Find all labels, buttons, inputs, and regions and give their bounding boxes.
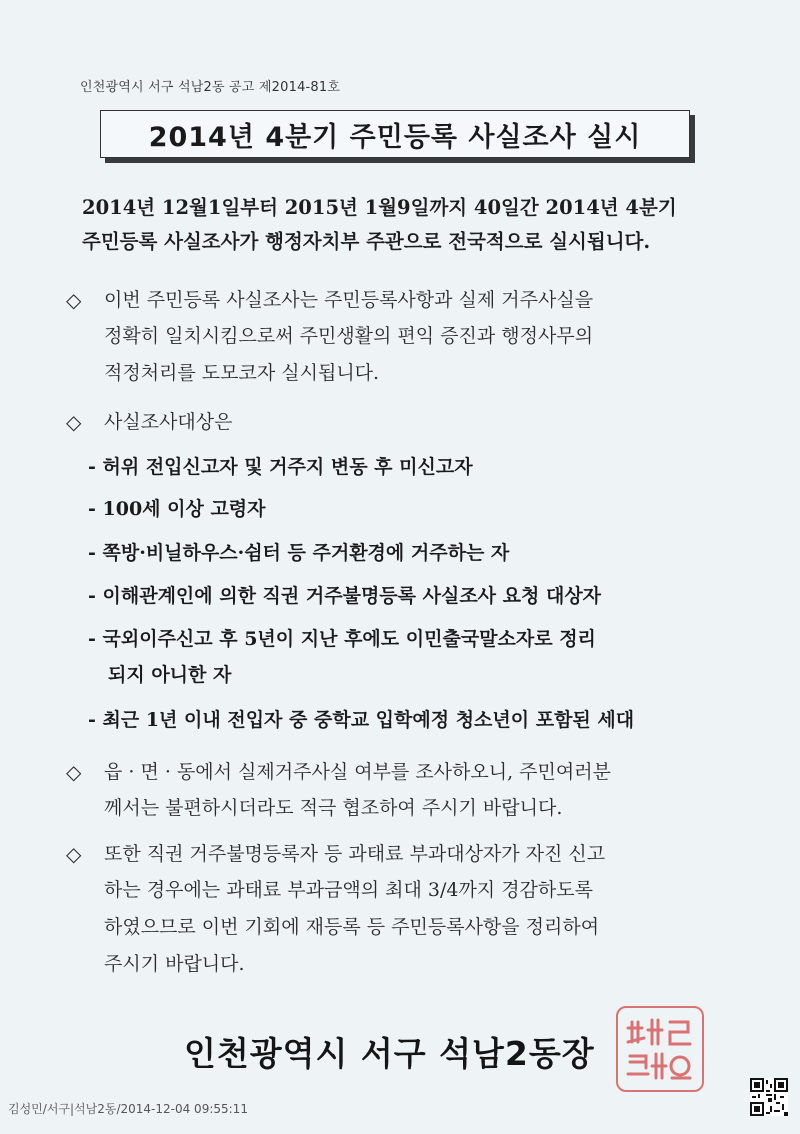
bullet-diamond-icon: ◇ bbox=[66, 410, 82, 434]
qr-pattern bbox=[750, 1078, 788, 1116]
para2-line-1: 읍 · 면 · 동에서 실제거주사실 여부를 조사하오니, 주민여러분 bbox=[104, 761, 611, 783]
targets-heading: 사실조사대상은 bbox=[104, 411, 233, 433]
target-item: - 국외이주신고 후 5년이 지난 후에도 이민출국말소자로 정리 bbox=[88, 628, 596, 650]
official-seal-icon bbox=[616, 1006, 704, 1092]
para2-line-2: 께서는 불편하시더라도 적극 협조하여 주시기 바랍니다. bbox=[104, 797, 563, 819]
para3-line-4: 주시기 바랍니다. bbox=[104, 953, 245, 975]
para1-line-2: 정확히 일치시킴으로써 주민생활의 편익 증진과 행정사무의 bbox=[104, 325, 594, 347]
bullet-diamond-icon: ◇ bbox=[66, 288, 82, 312]
page-title: 2014년 4분기 주민등록 사실조사 실시 bbox=[148, 121, 642, 153]
qr-code-icon bbox=[750, 1078, 788, 1116]
notice-number: 인천광역시 서구 석남2동 공고 제2014-81호 bbox=[80, 80, 341, 95]
para3-line-2: 하는 경우에는 과태료 부과금액의 최대 3/4까지 경감하도록 bbox=[104, 879, 593, 901]
intro-line-2: 주민등록 사실조사가 행정자치부 주관으로 전국적으로 실시됩니다. bbox=[82, 230, 651, 253]
bullet-diamond-icon: ◇ bbox=[66, 760, 82, 784]
seal-pattern bbox=[618, 1008, 702, 1090]
para3-line-1: 또한 직권 거주불명등록자 등 과태료 부과대상자가 자진 신고 bbox=[104, 843, 606, 865]
target-item: - 100세 이상 고령자 bbox=[88, 498, 266, 520]
signature: 인천광역시 서구 석남2동장 bbox=[184, 1034, 595, 1073]
para1-line-3: 적정처리를 도모코자 실시됩니다. bbox=[104, 362, 380, 384]
target-item: - 허위 전입신고자 및 거주지 변동 후 미신고자 bbox=[88, 456, 473, 478]
para1-line-1: 이번 주민등록 사실조사는 주민등록사항과 실제 거주사실을 bbox=[104, 289, 594, 311]
target-item-continued: 되지 아니한 자 bbox=[108, 664, 232, 686]
bullet-diamond-icon: ◇ bbox=[66, 842, 82, 866]
target-item: - 최근 1년 이내 전입자 중 중학교 입학예정 청소년이 포함된 세대 bbox=[88, 709, 635, 731]
title-box bbox=[100, 110, 690, 158]
target-item: - 이해관계인에 의한 직권 거주불명등록 사실조사 요청 대상자 bbox=[88, 585, 602, 607]
target-item: - 쪽방·비닐하우스·쉼터 등 주거환경에 거주하는 자 bbox=[88, 542, 510, 564]
footer-stamp: 김성민/서구|석남2동/2014-12-04 09:55:11 bbox=[8, 1102, 248, 1116]
intro-line-1: 2014년 12월1일부터 2015년 1월9일까지 40일간 2014년 4분기 bbox=[82, 196, 677, 219]
para3-line-3: 하였으므로 이번 기회에 재등록 등 주민등록사항을 정리하여 bbox=[104, 916, 600, 938]
